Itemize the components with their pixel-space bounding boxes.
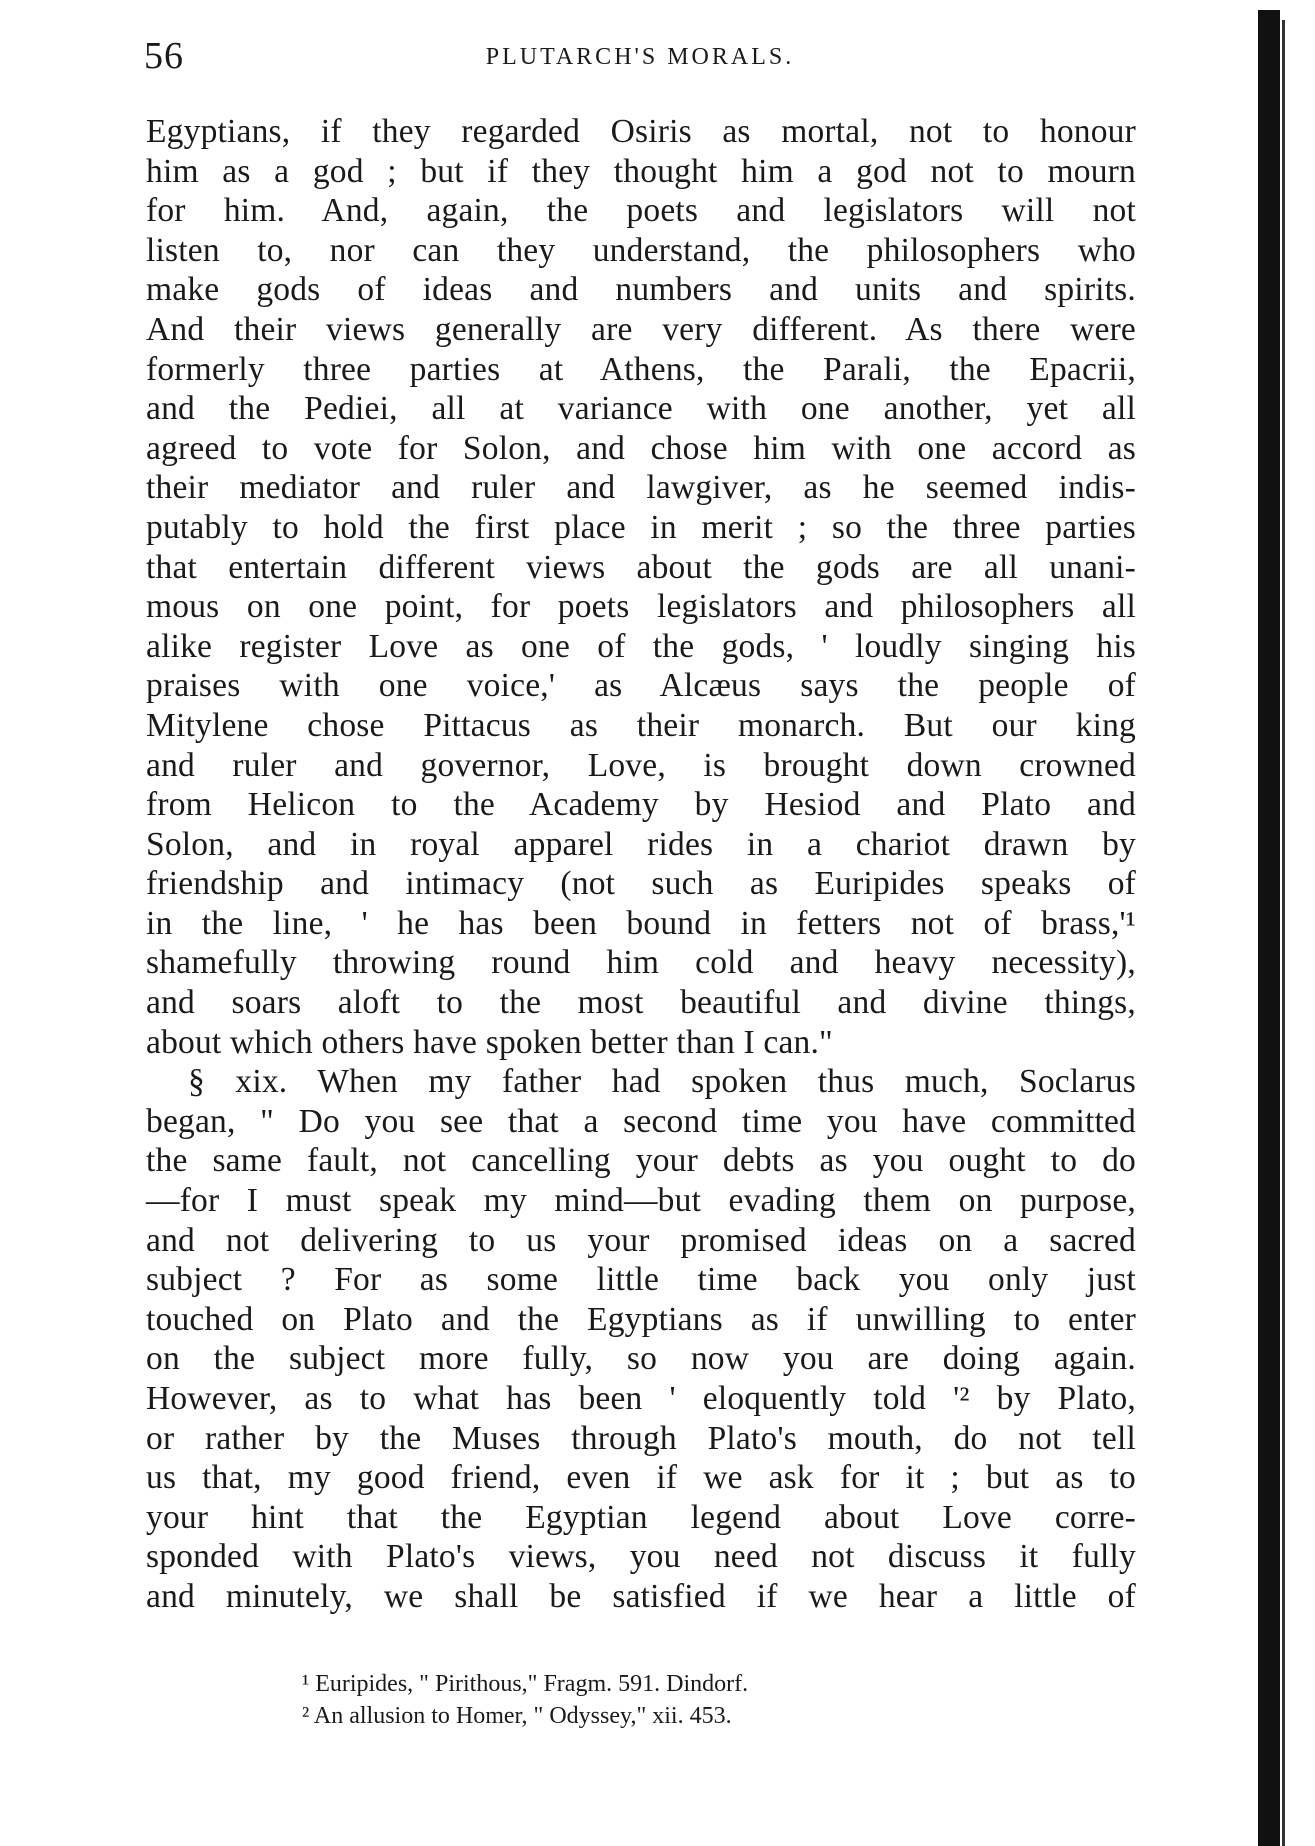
running-head: PLUTARCH'S MORALS. <box>485 44 795 70</box>
text-line: praises with one voice,' as Alcæus says the people of <box>146 667 1136 705</box>
text-line: and the Pediei, all at variance with one another, yet all <box>146 390 1136 428</box>
text-line: and ruler and governor, Love, is brought down crowned <box>146 746 1136 784</box>
text-line: Egyptians, if they regarded Osiris as mortal, not to honour <box>146 113 1136 150</box>
text-line: him as a god ; but if they thought him a god not to mourn <box>146 152 1136 190</box>
text-line: formerly three parties at Athens, the Parali, the Epacrii, <box>146 350 1136 388</box>
text-line: and soars aloft to the most beautiful and divine things, <box>146 984 1136 1022</box>
text-line: on the subject more fully, so now you are doing again. <box>146 1340 1136 1378</box>
text-line: touched on Plato and the Egyptians as if unwilling to enter <box>146 1300 1136 1338</box>
text-line: the same fault, not cancelling your debts as you ought to do <box>146 1142 1136 1180</box>
text-line: for him. And, again, the poets and legislators will not <box>146 192 1136 230</box>
body-text <box>146 112 1136 1617</box>
text-line: from Helicon to the Academy by Hesiod and Plato and <box>146 786 1136 824</box>
text-line: friendship and intimacy (not such as Euripides speaks of <box>146 865 1136 903</box>
page-number: 56 <box>144 35 184 77</box>
text-line: And their views generally are very different. As there were <box>146 310 1136 348</box>
text-line: agreed to vote for Solon, and chose him with one accord as <box>146 429 1136 467</box>
text-line: mous on one point, for poets legislators and philosophers all <box>146 588 1136 626</box>
spine-edge-line <box>1282 20 1285 1846</box>
text-line: your hint that the Egyptian legend about Love corre- <box>146 1498 1136 1536</box>
text-line: Mitylene chose Pittacus as their monarch. But our king <box>146 706 1136 744</box>
text-line: sponded with Plato's views, you need not discuss it fully <box>146 1538 1136 1576</box>
text-line: shamefully throwing round him cold and heavy necessity), <box>146 944 1136 982</box>
text-line: in the line, ' he has been bound in fetters not of brass,'¹ <box>146 904 1136 942</box>
text-line: us that, my good friend, even if we ask for it ; but as to <box>146 1459 1136 1497</box>
text-line: make gods of ideas and numbers and units and spirits. <box>146 271 1136 309</box>
text-line: or rather by the Muses through Plato's mouth, do not tell <box>146 1419 1136 1457</box>
text-line: § xix. When my father had spoken thus much, Soclarus <box>188 1063 1136 1101</box>
text-line: and not delivering to us your promised ideas on a sacred <box>146 1221 1136 1259</box>
page-header <box>140 34 1140 84</box>
text-line: subject ? For as some little time back you only just <box>146 1261 1136 1299</box>
footnotes <box>302 1668 1002 1732</box>
footnote-1: ¹ Euripides, " Pirithous," Fragm. 591. Dindorf. <box>302 1671 749 1697</box>
spine-shadow <box>1258 10 1280 1846</box>
text-line: about which others have spoken better than I can." <box>146 1023 833 1061</box>
text-line: and minutely, we shall be satisfied if we hear a little of <box>146 1577 1136 1615</box>
text-line: However, as to what has been ' eloquently told '² by Plato, <box>146 1380 1136 1417</box>
text-line: —for I must speak my mind—but evading them on purpose, <box>146 1182 1136 1220</box>
text-line: began, " Do you see that a second time you have committed <box>146 1102 1136 1140</box>
text-line: alike register Love as one of the gods, ' loudly singing his <box>146 627 1136 665</box>
text-line: their mediator and ruler and lawgiver, as he seemed indis- <box>146 469 1136 507</box>
book-spine-edge <box>1258 0 1315 1846</box>
text-line: Solon, and in royal apparel rides in a chariot drawn by <box>146 825 1136 863</box>
text-line: listen to, nor can they understand, the philosophers who <box>146 231 1136 269</box>
text-line: putably to hold the first place in merit ; so the three parties <box>146 508 1136 546</box>
footnote-2: ² An allusion to Homer, " Odyssey," xii. 453. <box>302 1703 732 1729</box>
text-line: that entertain different views about the gods are all unani- <box>146 548 1136 586</box>
